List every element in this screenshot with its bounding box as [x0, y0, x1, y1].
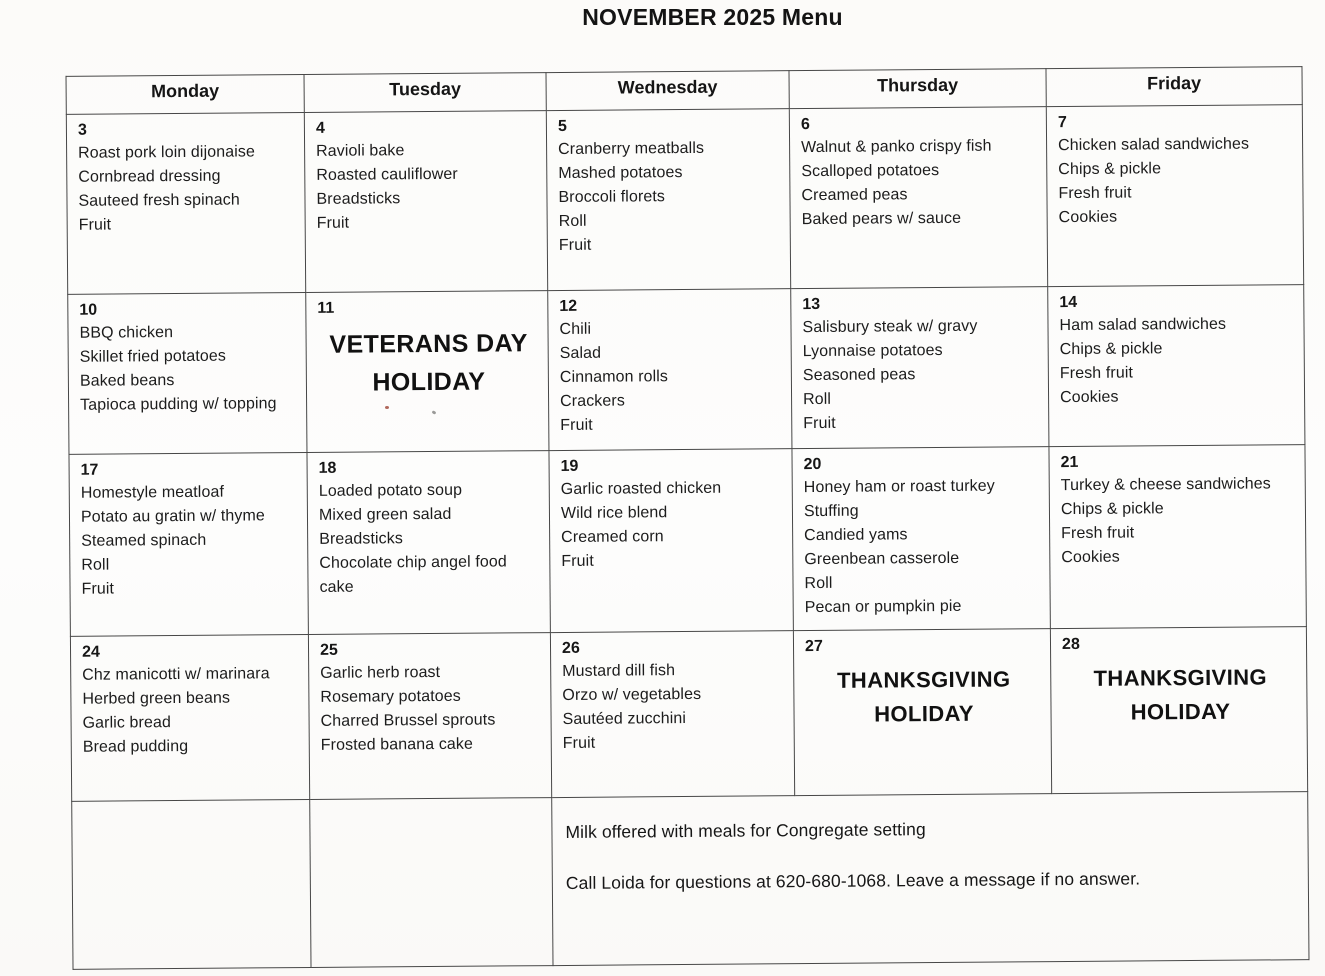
holiday-cell-veterans-day [306, 291, 549, 453]
day-number: 18 [318, 459, 337, 477]
day-cell [789, 107, 1047, 289]
day-menu-items: Chili Salad Cinnamon rolls Crackers Fruit [559, 320, 669, 434]
day-header-monday: Monday [66, 74, 304, 114]
day-menu-items: Walnut & panko crispy fish Scalloped potatoes Creamed peas Baked pears w/ sauce [801, 137, 992, 228]
day-menu-items: Garlic herb roast Rosemary potatoes Charred Brussel sprouts Frosted banana cake [320, 663, 496, 754]
day-cell [1049, 445, 1306, 629]
day-number: 19 [560, 457, 579, 475]
day-number: 17 [80, 461, 99, 479]
day-number: 4 [315, 119, 325, 137]
holiday-cell-thanksgiving [1050, 627, 1307, 794]
menu-calendar-table [66, 66, 1310, 970]
day-number: 7 [1057, 114, 1067, 132]
day-number: 25 [319, 641, 338, 659]
day-menu-items: BBQ chicken Skillet fried potatoes Baked beans Tapioca pudding w/ topping [79, 323, 277, 414]
day-cell [68, 292, 307, 454]
day-menu-items: Turkey & cheese sandwiches Chips & pickle Fresh fruit Cookies [1060, 475, 1271, 566]
day-number: 10 [79, 301, 98, 319]
day-cell [549, 449, 793, 633]
day-menu-items: Garlic roasted chicken Wild rice blend Creamed corn Fruit [560, 479, 722, 570]
day-number: 28 [1061, 635, 1080, 654]
milk-note: Milk offered with meals for Congregate setting [565, 819, 926, 842]
day-cell [69, 452, 308, 636]
week-row [69, 445, 1306, 637]
day-cell [546, 109, 790, 291]
day-number: 27 [804, 637, 823, 656]
holiday-cell-thanksgiving [793, 629, 1051, 796]
day-menu-items: Chz manicotti w/ marinara Herbed green beans Garlic bread Bread pudding [82, 664, 270, 756]
day-menu-items: Homestyle meatloaf Potato au gratin w/ thyme Steamed spinach Roll Fruit [80, 483, 265, 598]
holiday-label: VETERANS DAY HOLIDAY [329, 328, 528, 397]
day-menu-items: Loaded potato soup Mixed green salad Breadsticks Chocolate chip angel food cake [318, 481, 507, 596]
day-number: 21 [1060, 453, 1079, 472]
day-menu-items: Roast pork loin dijonaise Cornbread dressing Sauteed fresh spinach Fruit [78, 142, 256, 234]
day-cell [791, 287, 1049, 449]
contact-note: Call Loida for questions at 620-680-1068. Leave a message if no answer. [565, 868, 1141, 893]
day-header-wednesday: Wednesday [546, 71, 789, 111]
day-menu-items: Cranberry meatballs Mashed potatoes Broccoli florets Roll Fruit [558, 139, 705, 254]
day-cell [1046, 105, 1303, 287]
day-cell [307, 451, 550, 635]
day-menu-items: Mustard dill fish Orzo w/ vegetables Sautéed zucchini Fruit [562, 661, 702, 752]
notes-cell [552, 792, 1309, 966]
footer-row [72, 792, 1309, 970]
day-cell [792, 447, 1050, 631]
day-number: 14 [1059, 293, 1078, 312]
day-menu-items: Salisbury steak w/ gravy Lyonnaise potatoes Seasoned peas Roll Fruit [802, 317, 978, 432]
day-header-tuesday: Tuesday [304, 73, 546, 113]
empty-cell [310, 798, 553, 968]
week-row [70, 627, 1307, 802]
page-title: NOVEMBER 2025 Menu [582, 4, 843, 30]
day-number: 5 [557, 117, 567, 136]
day-menu-items: Chicken salad sandwiches Chips & pickle Fresh fruit Cookies [1058, 135, 1250, 226]
empty-cell [72, 799, 311, 969]
day-number: 3 [77, 121, 87, 139]
scan-speck [385, 406, 389, 409]
holiday-label: THANKSGIVING HOLIDAY [836, 666, 1011, 727]
week-row [66, 105, 1303, 295]
day-menu-items: Ham salad sandwiches Chips & pickle Fresh fruit Cookies [1059, 315, 1227, 406]
day-cell [66, 112, 305, 294]
day-number: 24 [81, 643, 100, 661]
day-number: 20 [803, 455, 822, 474]
day-number: 6 [800, 116, 810, 134]
day-cell [304, 111, 547, 293]
day-number: 13 [802, 295, 821, 314]
day-menu-items: Ravioli bake Roasted cauliflower Breadsticks Fruit [316, 141, 458, 232]
day-number: 11 [317, 299, 335, 317]
day-number: 26 [561, 639, 580, 657]
holiday-label: THANKSGIVING HOLIDAY [1093, 664, 1268, 725]
day-header-thursday: Thursday [789, 69, 1046, 109]
day-cell [548, 289, 792, 451]
week-row [68, 285, 1305, 455]
day-header-friday: Friday [1046, 67, 1302, 107]
day-number: 12 [559, 297, 578, 315]
day-cell [550, 631, 794, 798]
day-cell [70, 634, 309, 801]
day-menu-items: Honey ham or roast turkey Stuffing Candied yams Greenbean casserole Roll Pecan or pumpkin pie [803, 477, 995, 616]
day-cell [308, 633, 551, 800]
day-cell [1048, 285, 1305, 447]
